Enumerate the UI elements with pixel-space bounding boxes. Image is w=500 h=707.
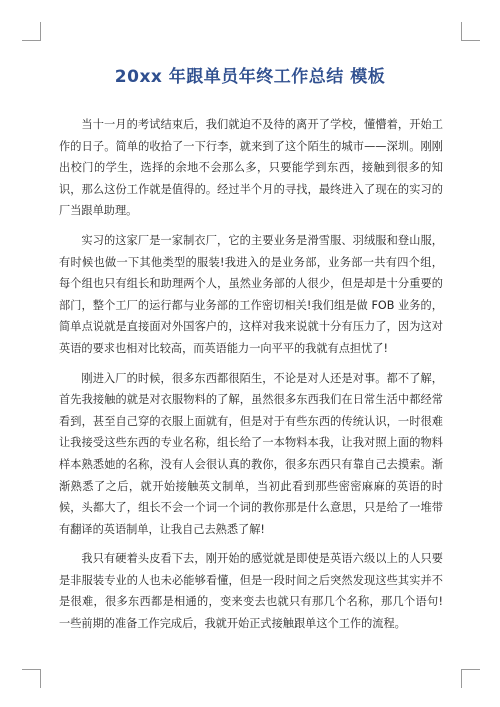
document-title: 20xx 年跟单员年终工作总结 模板	[114, 67, 386, 87]
document-body	[59, 114, 443, 643]
paragraph-2: 实习的这家厂是一家制衣厂，它的主要业务是滑雪服、羽绒服和登山服，有时候也做一下其他类型的服装!我进入的是业务部，业务部一共有四个组，每个组也只有组长和助理两个人，虽然业务部的人很少，但是却是十分重要的部门，整个工厂的运行都与业务部的工作密切相关!我们组是做 FOB 业务的，简单点说就是直接面对外国客户的，这样对我来说就十分有压力了，因为这对英语的要求也相对比较高，而英语能力一向平平的我就有点担忧了!	[59, 233, 443, 355]
crop-mark-bottom-left	[22, 669, 41, 688]
paragraph-3: 刚进入厂的时候，很多东西都很陌生，不论是对人还是对事。都不了解，首先我接触的就是对衣服物料的了解，虽然很多东西我们在日常生活中都经常看到，甚至自己穿的衣服上面就有，但是对于有些东西的传统认识，一时很难让我接受这些东西的专业名称，组长给了一本物料本我，让我对照上面的物料样本熟悉她的名称，没有人会很认真的教你，很多东西只有靠自己去摸索。渐渐熟悉了之后，就开始接触英文制单，当初此看到那些密密麻麻的英语的时候，头都大了，组长不会一个词一个词的教你那是什么意思，只是给了一堆带有翻译的英语制单，让我自己去熟悉了解!	[59, 371, 443, 536]
paragraph-4: 我只有硬着头皮看下去，刚开始的感觉就是即使是英语六级以上的人只要是非服装专业的人也未必能够看懂，但是一段时间之后突然发现这些其实并不是很难，很多东西都是相通的，变来变去也就只有那几个名称，那几个语句!一些前期的准备工作完成后，我就开始正式接触跟单这个工作的流程。	[59, 552, 443, 631]
crop-mark-bottom-right	[461, 669, 480, 688]
paragraph-1: 当十一月的考试结束后，我们就迫不及待的离开了学校，懂懵着，开始工作的日子。简单的收拾了一下行李，就来到了这个陌生的城市——深圳。刚刚出校门的学生，选择的余地不会那么多，只要能学到东西，接触到很多的知识，那么这份工作就是值得的。经过半个月的寻找，最终进入了现在的实习的厂当跟单助理。	[59, 118, 443, 218]
crop-mark-top-left	[22, 22, 41, 41]
crop-mark-top-right	[461, 22, 480, 41]
